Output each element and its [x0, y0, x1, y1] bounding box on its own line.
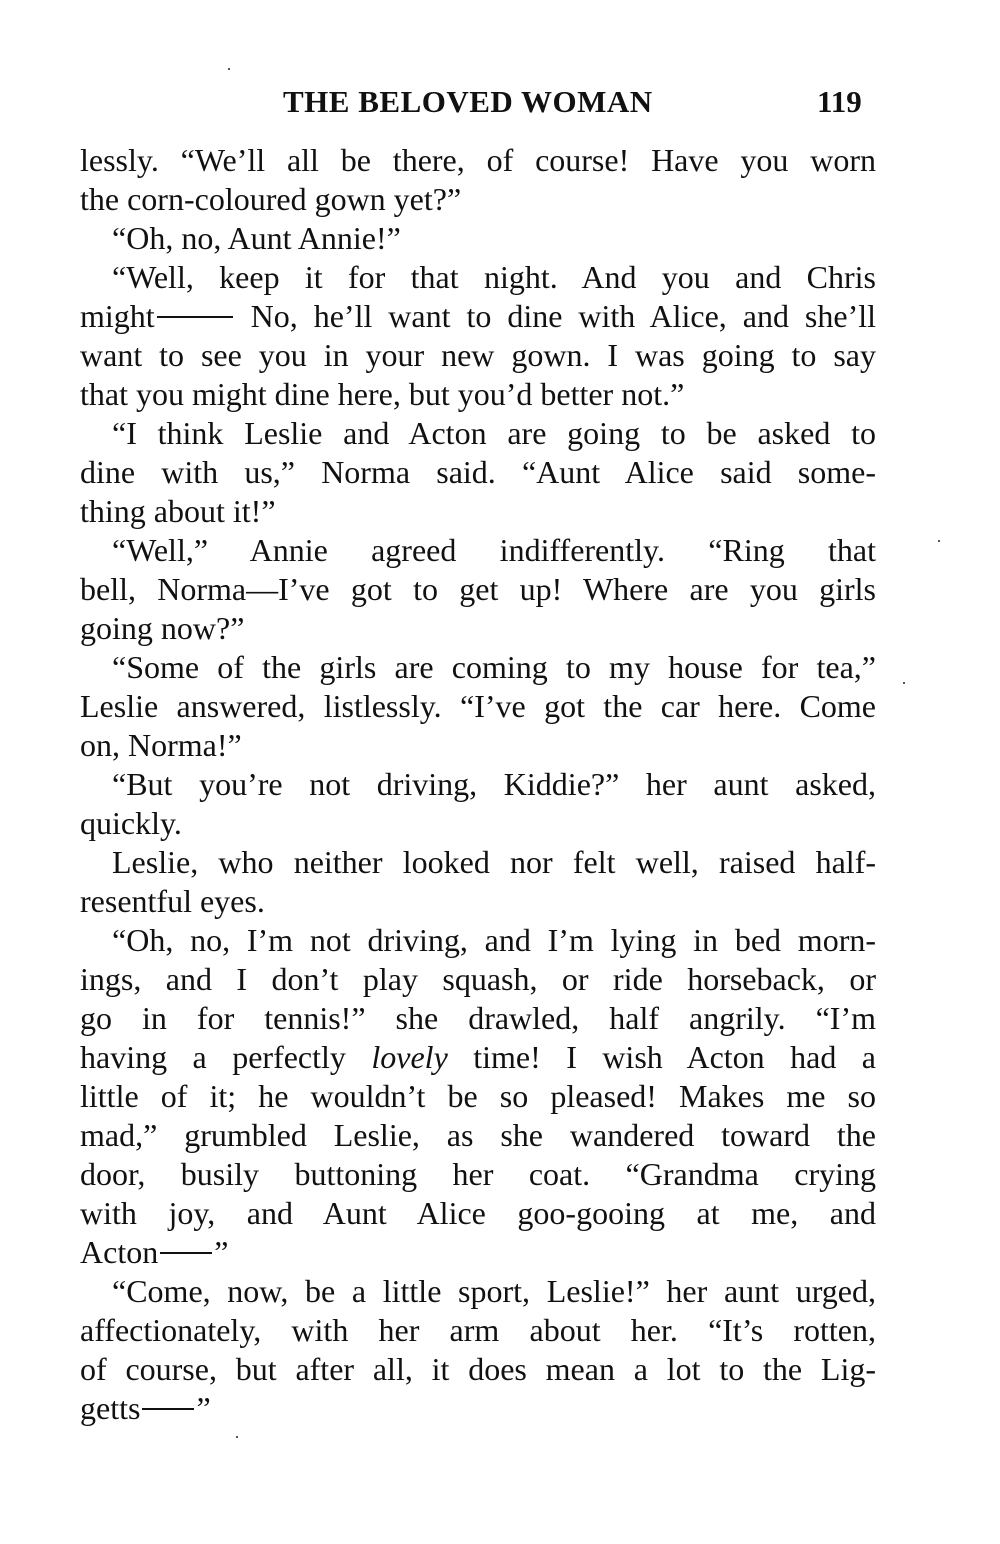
text-line [80, 1389, 876, 1428]
text-fragment: getts [80, 1390, 141, 1426]
text-line: with joy, and Aunt Alice goo-gooing at me, and [80, 1195, 876, 1231]
text-line: that you might dine here, but you’d better not.” [80, 376, 685, 412]
text-line: “Some of the girls are coming to my house for tea,” [112, 649, 876, 685]
text-line: resentful eyes. [80, 883, 265, 919]
text-fragment: might [80, 298, 155, 334]
page-header [0, 84, 1000, 128]
running-title: THE BELOVED WOMAN [283, 84, 653, 119]
text-line: Leslie, who neither looked nor felt well, raised half- [112, 844, 876, 880]
text-line: “But you’re not driving, Kiddie?” her aunt asked, [112, 766, 876, 802]
em-dash-rule [160, 1252, 212, 1254]
body-text [80, 141, 876, 1428]
text-line: “Come, now, be a little sport, Leslie!” her aunt urged, [112, 1273, 876, 1309]
text-line [80, 1233, 876, 1272]
text-line: “Oh, no, Aunt Annie!” [112, 220, 401, 256]
text-line: go in for tennis!” she drawled, half angrily. “I’m [80, 1000, 876, 1036]
text-line: “I think Leslie and Acton are going to be asked to [112, 415, 876, 451]
text-line: the corn-coloured gown yet?” [80, 181, 462, 217]
text-line: bell, Norma—I’ve got to get up! Where are you girls [80, 571, 876, 607]
text-line: lessly. “We’ll all be there, of course! Have you worn [80, 142, 876, 178]
text-line: affectionately, with her arm about her. “It’s rotten, [80, 1312, 876, 1348]
scan-speck [903, 682, 905, 684]
text-fragment: No, he’ll want to dine with Alice, and she’ll [234, 298, 876, 334]
text-line [80, 1038, 876, 1077]
em-dash-rule [157, 316, 233, 318]
text-line: quickly. [80, 805, 182, 841]
text-line: “Oh, no, I’m not driving, and I’m lying in bed morn- [112, 922, 876, 958]
text-fragment: Acton [80, 1234, 159, 1270]
text-line: mad,” grumbled Leslie, as she wandered toward the [80, 1117, 876, 1153]
scan-speck [228, 68, 230, 70]
text-line [80, 297, 876, 336]
text-line: going now?” [80, 610, 245, 646]
text-line: Leslie answered, listlessly. “I’ve got the car here. Come [80, 688, 876, 724]
text-fragment: ” [214, 1234, 229, 1270]
text-line: “Well, keep it for that night. And you and Chris [112, 259, 876, 295]
italic-word: lovely [371, 1039, 448, 1075]
text-line: dine with us,” Norma said. “Aunt Alice said some- [80, 454, 876, 490]
scan-speck [938, 540, 940, 542]
em-dash-rule [142, 1408, 194, 1410]
scan-speck [236, 1436, 238, 1438]
text-line: ings, and I don’t play squash, or ride horseback, or [80, 961, 876, 997]
text-fragment: having a perfectly [80, 1039, 372, 1075]
text-line: thing about it!” [80, 493, 276, 529]
page-number: 119 [817, 84, 862, 119]
text-line: want to see you in your new gown. I was going to say [80, 337, 876, 373]
text-fragment: time! I wish Acton had a [447, 1039, 876, 1075]
text-line: “Well,” Annie agreed indifferently. “Ring that [112, 532, 876, 568]
text-line: of course, but after all, it does mean a lot to the Lig- [80, 1351, 876, 1387]
text-line: door, busily buttoning her coat. “Grandma crying [80, 1156, 876, 1192]
text-line: little of it; he wouldn’t be so pleased! Makes me so [80, 1078, 876, 1114]
text-fragment: ” [196, 1390, 211, 1426]
text-line: on, Norma!” [80, 727, 242, 763]
